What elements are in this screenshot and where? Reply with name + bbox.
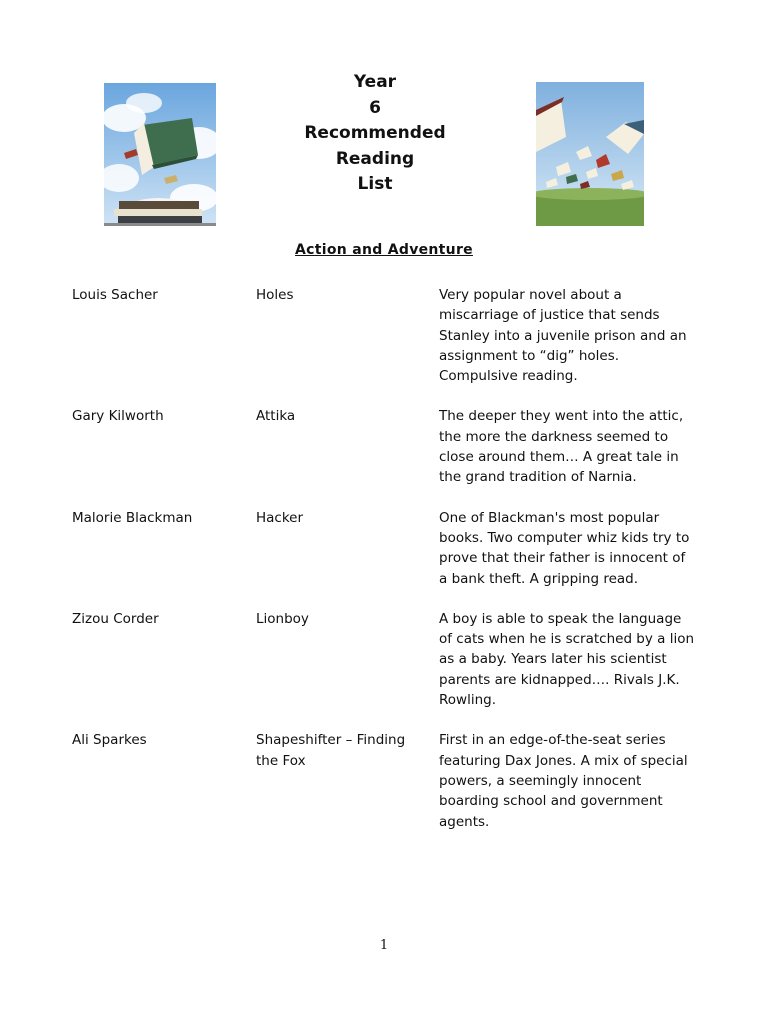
author-name: Louis Sacher: [72, 287, 158, 303]
page-number: 1: [379, 938, 389, 953]
book-title: Attika: [256, 408, 296, 425]
title-line-recommended: Recommended: [304, 123, 446, 143]
book-description: First in an edge-of-the-seat series featuring Dax Jones. A mix of special powers, a seemingly innocent boarding school and government agents.: [439, 732, 688, 830]
section-heading: Action and Adventure: [295, 242, 473, 258]
book-description: The deeper they went into the attic, the more the darkness seemed to close around them… A great tale in the grand tradition of Narnia.: [439, 408, 684, 486]
book-title: Holes: [256, 287, 294, 303]
title-line-year: Year: [353, 72, 397, 92]
book-description: A boy is able to speak the language of cats when he is scratched by a lion as a baby. Years later his scientist parents are kidnapped…. Rivals J.K. Rowling.: [439, 610, 695, 709]
flying-books-image-right: [536, 82, 644, 226]
author-name: Ali Sparkes: [72, 732, 147, 749]
list-item: [72, 508, 712, 589]
author-name: Malorie Blackman: [72, 509, 193, 526]
book-description: Very popular novel about a miscarriage of justice that sends Stanley into a juvenile prison and an assignment to “dig” holes. Compulsive reading.: [439, 287, 687, 385]
book-title: Shapeshifter – Finding the Fox: [256, 732, 406, 769]
reading-list: [72, 285, 712, 852]
title-line-grade: 6: [369, 97, 381, 118]
title-line-list: List: [357, 174, 393, 194]
flying-books-image-left: [104, 83, 216, 226]
book-title: Hacker: [256, 509, 304, 526]
book-description: One of Blackman's most popular books. Two computer whiz kids try to prove that their father is innocent of a bank theft. A gripping read.: [439, 509, 690, 587]
list-item: [72, 285, 712, 386]
page-title: [275, 70, 475, 198]
author-name: Gary Kilworth: [72, 408, 164, 425]
list-item: [72, 406, 712, 487]
list-item: [72, 609, 712, 710]
book-title: Lionboy: [256, 610, 309, 627]
author-name: Zizou Corder: [72, 610, 159, 627]
list-item: [72, 730, 712, 831]
title-line-reading: Reading: [335, 148, 415, 169]
